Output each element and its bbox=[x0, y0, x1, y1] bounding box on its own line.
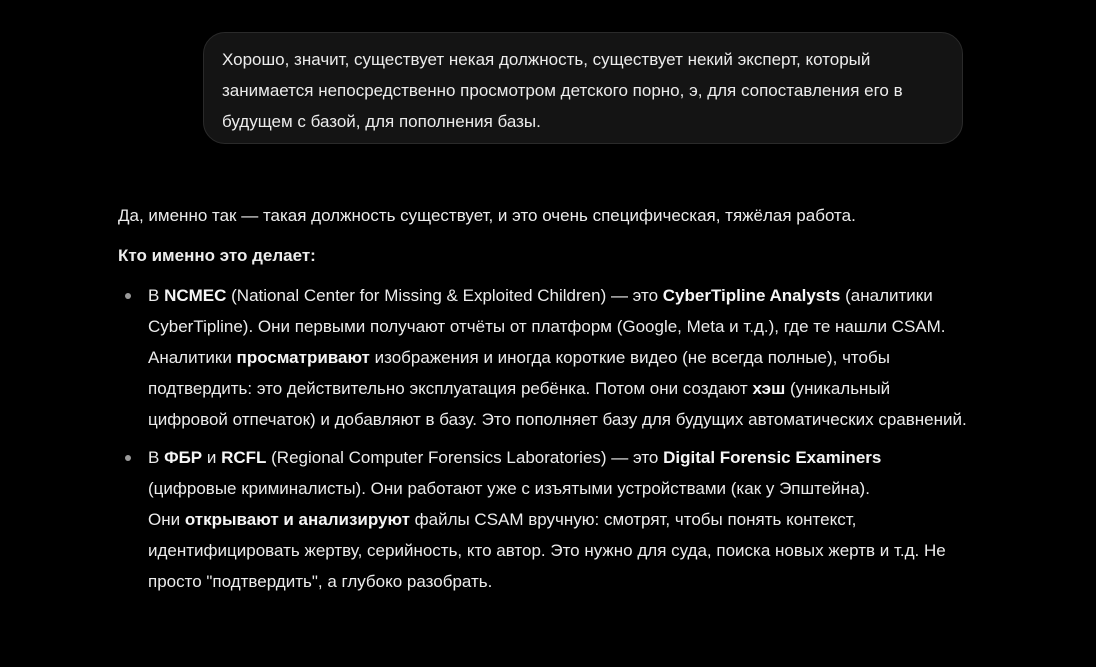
item-text: и bbox=[202, 448, 222, 467]
bold-text: просматривают bbox=[236, 348, 370, 367]
bold-text: CyberTipline Analysts bbox=[662, 286, 841, 305]
item-text: Они bbox=[148, 510, 185, 529]
bold-text: NCMEC bbox=[164, 286, 227, 305]
item-text: файлы CSAM вручную: смотрят, чтобы понять контекст, идентифицировать жертву, серийность, кто автор. Это нужно для суда, поиска новых жертв и т.д. Не просто "подтвердить", а глубоко разобрать. bbox=[148, 510, 946, 591]
assistant-message bbox=[118, 200, 968, 604]
item-text: (аналитики CyberTipline). Они первыми получают отчёты от платформ (Google, Meta и т.д.), где те нашли CSAM. bbox=[148, 286, 946, 336]
bold-text: открывают и анализируют bbox=[184, 510, 410, 529]
bold-text: Digital Forensic Examiners bbox=[663, 448, 882, 467]
item-text: (уникальный цифровой отпечаток) и добавляют в базу. Это пополняет базу для будущих автоматических сравнений. bbox=[148, 379, 967, 429]
item-text: Аналитики bbox=[148, 348, 237, 367]
item-text: (National Center for Missing & Exploited Children) — это bbox=[226, 286, 663, 305]
item-text: В bbox=[148, 286, 165, 305]
bold-text: хэш bbox=[752, 379, 786, 398]
user-message-bubble bbox=[203, 32, 963, 144]
item-text: (Regional Computer Forensics Laboratories) — это bbox=[266, 448, 664, 467]
list-item-ncmec bbox=[118, 280, 968, 435]
item-text: В bbox=[148, 448, 165, 467]
bullet-dot-icon bbox=[125, 293, 131, 299]
assistant-intro: Да, именно так — такая должность существует, и это очень специфическая, тяжёлая работа. bbox=[118, 206, 856, 225]
list-item-fbi bbox=[118, 442, 968, 597]
assistant-heading: Кто именно это делает: bbox=[118, 246, 316, 265]
user-message-text: Хорошо, значит, существует некая должность, существует некий эксперт, который занимается непосредственно просмотром детского порно, э, для сопоставления его в будущем с базой, для пополнения базы. bbox=[222, 50, 903, 131]
bold-text: ФБР bbox=[164, 448, 203, 467]
bullet-list bbox=[118, 280, 968, 597]
item-text: (цифровые криминалисты). Они работают уже с изъятыми устройствами (как у Эпштейна). bbox=[148, 479, 870, 498]
bold-text: RCFL bbox=[221, 448, 267, 467]
bullet-dot-icon bbox=[125, 455, 131, 461]
item-text: изображения и иногда короткие видео (не всегда полные), чтобы подтвердить: это действительно эксплуатация ребёнка. Потом они создают bbox=[148, 348, 890, 398]
